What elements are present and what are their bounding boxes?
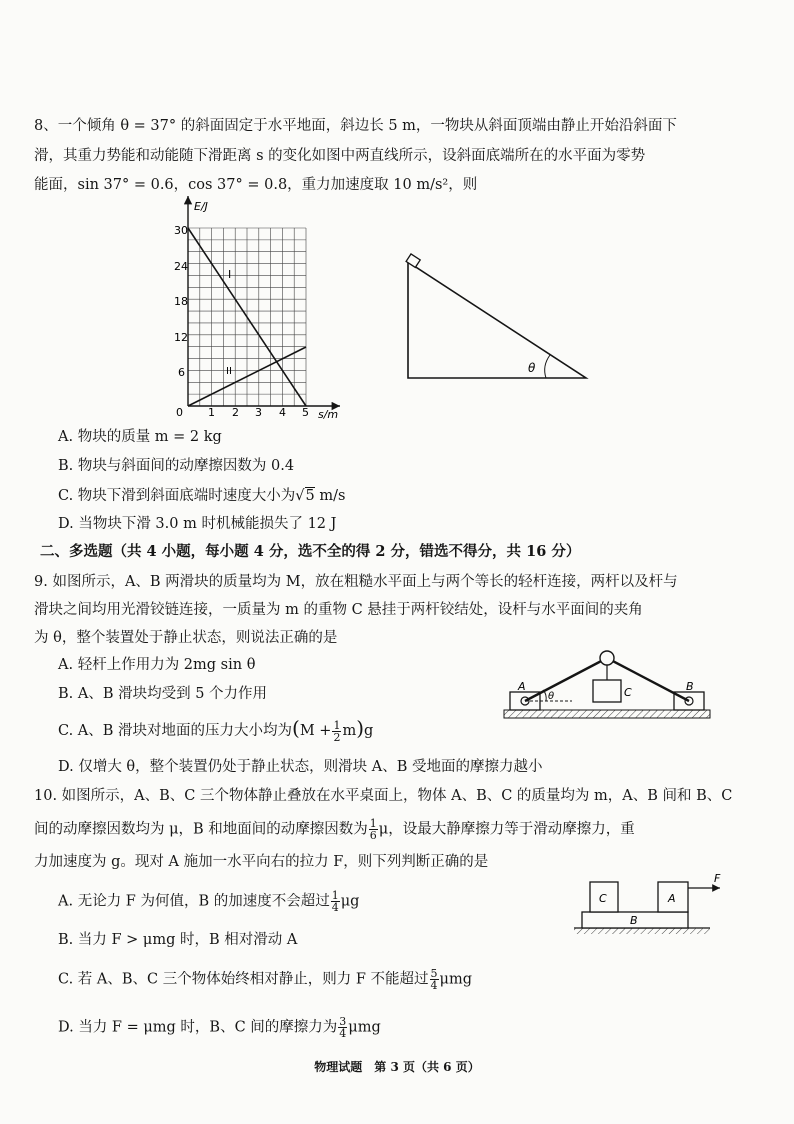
label-c: C <box>599 892 607 905</box>
y-tick: 24 <box>174 260 188 273</box>
fraction: $\frac{1}{4}$ <box>331 889 339 914</box>
q10-stem-line2 <box>34 818 635 841</box>
weight-c <box>593 680 621 702</box>
y-axis-label: E/J <box>194 200 208 213</box>
table-surface <box>574 928 710 934</box>
page-footer: 物理试题 第 3 页（共 6 页） <box>314 1060 480 1074</box>
q8-option-c-text: C. 物块下滑到斜面底端时速度大小为 <box>58 488 296 504</box>
q9-option-c-m: M + <box>299 723 332 739</box>
fraction: $\frac{1}{2}$ <box>333 718 341 744</box>
q10-stem-line1: 10. 如图所示，A、B、C 三个物体静止叠放在水平桌面上，物体 A、B、C 的质量均为 m，A、B 间和 B、C <box>34 788 733 804</box>
fraction: $\frac{5}{4}$ <box>430 967 438 992</box>
q10-option-c-unit: μmg <box>439 971 472 988</box>
q8-option-d[interactable]: D. 当物块下滑 3.0 m 时机械能损失了 12 J <box>58 516 337 532</box>
ground <box>504 710 710 718</box>
incline-triangle <box>408 262 586 378</box>
incline-figure <box>400 248 600 384</box>
q9-stem-line1: 9. 如图所示，A、B 两滑块的质量均为 M，放在粗糙水平面上与两个等长的轻杆连接，两杆以及杆与 <box>34 574 678 590</box>
q10-option-c-text: C. 若 A、B、C 三个物体始终相对静止，则力 F 不能超过 <box>58 971 429 988</box>
line-II-label: II <box>226 366 232 377</box>
q10-stem-line3: 力加速度为 g。现对 A 施加一水平向右的拉力 F，则下列判断正确的是 <box>34 854 489 870</box>
q10-option-d-text: D. 当力 F = μmg 时，B、C 间的摩擦力为 <box>58 1019 338 1036</box>
q10-option-a[interactable] <box>58 890 359 913</box>
label-b: B <box>630 914 638 927</box>
q10-option-a-unit: μg <box>340 893 360 910</box>
q9-option-c-g: g <box>364 723 374 739</box>
theta-label: θ <box>548 691 555 702</box>
q10-stem-line2-rest: μ，设最大静摩擦力等于滑动摩擦力，重 <box>378 821 635 838</box>
q9-option-b[interactable]: B. A、B 滑块均受到 5 个力作用 <box>58 686 268 702</box>
q8-option-a[interactable]: A. 物块的质量 m = 2 kg <box>58 429 222 445</box>
y-tick: 30 <box>174 224 188 237</box>
label-a: A <box>518 680 526 693</box>
angle-arc <box>545 355 550 378</box>
y-tick: 18 <box>174 295 188 308</box>
q8-option-c-sqrt: 5 <box>305 488 315 504</box>
q9-option-c-text: C. A、B 滑块对地面的压力大小均为 <box>58 723 293 739</box>
fraction: $\frac{1}{6}$ <box>369 817 377 842</box>
x-tick: 4 <box>279 406 286 419</box>
x-tick: 3 <box>255 406 262 419</box>
q10-option-c[interactable] <box>58 968 472 991</box>
label-f: F <box>714 872 721 885</box>
x-tick: 5 <box>302 406 309 419</box>
q9-stem-line3: 为 θ，整个装置处于静止状态，则说法正确的是 <box>34 630 338 646</box>
fraction: $\frac{3}{4}$ <box>339 1015 347 1040</box>
q10-option-d-unit: μmg <box>348 1019 381 1036</box>
q9-option-d[interactable]: D. 仅增大 θ，整个装置仍处于静止状态，则滑块 A、B 受地面的摩擦力越小 <box>58 759 543 775</box>
hinge <box>600 651 614 665</box>
q9-option-a[interactable]: A. 轻杆上作用力为 2mg sin θ <box>58 657 256 673</box>
q9-stem-line2: 滑块之间均用光滑铰链连接，一质量为 m 的重物 C 悬挂于两杆铰结处，设杆与水平面间的夹角 <box>34 602 643 618</box>
label-b: B <box>686 680 694 693</box>
y-tick: 12 <box>174 331 188 344</box>
incline-angle-label: θ <box>528 361 536 375</box>
x-tick: 2 <box>232 406 239 419</box>
energy-displacement-graph <box>168 190 348 422</box>
x-tick: 1 <box>208 406 215 419</box>
q8-option-b[interactable]: B. 物块与斜面间的动摩擦因数为 0.4 <box>58 458 295 474</box>
q10-option-a-text: A. 无论力 F 为何值，B 的加速度不会超过 <box>58 893 330 910</box>
rods-sliders-figure <box>502 646 712 726</box>
q8-stem-line2: 滑，其重力势能和动能随下滑距离 s 的变化如图中两直线所示，设斜面底端所在的水平面为零势 <box>34 148 646 164</box>
x-axis-label: s/m <box>318 408 339 421</box>
label-a: A <box>668 892 676 905</box>
q10-option-b[interactable]: B. 当力 F > μmg 时，B 相对滑动 A <box>58 932 298 948</box>
q8-stem-line1: 8、一个倾角 θ = 37° 的斜面固定于水平地面，斜边长 5 m，一物块从斜面顶端由静止开始沿斜面下 <box>34 118 677 134</box>
q8-option-c[interactable]: C. 物块下滑到斜面底端时速度大小为√5 m/s <box>58 488 346 504</box>
q8-option-c-unit: m/s <box>314 488 346 504</box>
q8-stem-line3: 能面，sin 37° = 0.6，cos 37° = 0.8，重力加速度取 10 m/s²，则 <box>34 177 478 193</box>
stacked-blocks-figure <box>572 868 732 940</box>
q9-option-c[interactable]: C. A、B 滑块对地面的压力大小均为(M + $\frac{1}{2}$ m)g <box>58 716 374 744</box>
line-I-label: I <box>228 268 232 281</box>
q9-option-c-mass: m <box>342 723 357 739</box>
q10-option-d[interactable] <box>58 1016 381 1039</box>
label-c: C <box>624 686 632 699</box>
y-tick: 6 <box>178 366 185 379</box>
q10-stem-line2-text: 间的动摩擦因数均为 μ，B 和地面间的动摩擦因数为 <box>34 821 368 838</box>
origin-label: 0 <box>176 406 183 419</box>
section-title-multi-choice: 二、多选题（共 4 小题，每小题 4 分，选不全的得 2 分，错选不得分，共 16 分） <box>40 543 581 560</box>
